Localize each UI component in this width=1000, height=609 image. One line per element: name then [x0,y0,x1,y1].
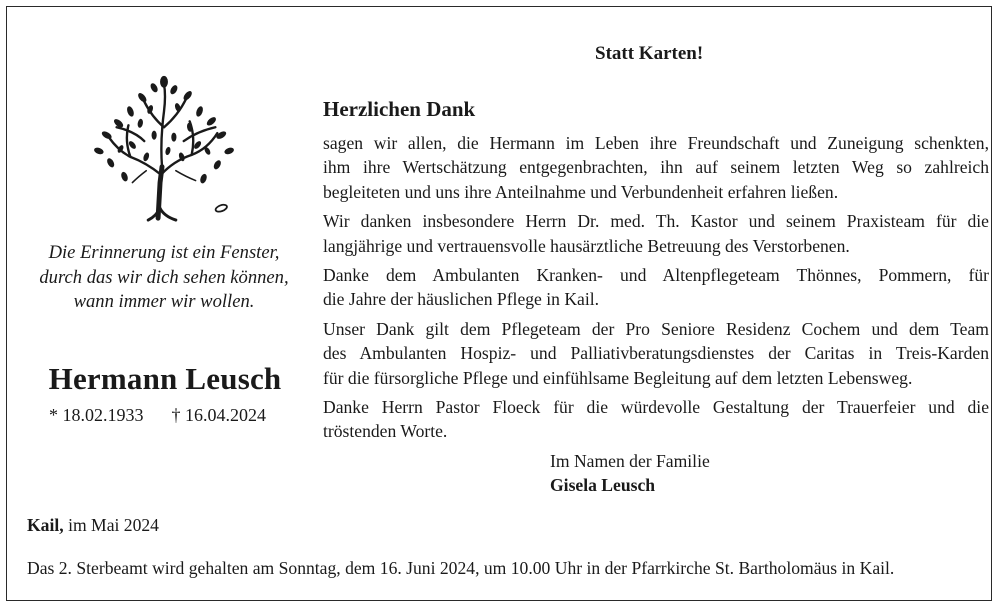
message-heading: Herzlichen Dank [323,97,476,121]
text-line: sagen wir allen, die Hermann im Leben ihre Freundschaft und Zuneigung schenkten, [323,133,989,153]
text-line: für die fürsorgliche Pflege und einfühlsame Begleitung auf dem letzten Lebensweg. [323,367,913,388]
deceased-name: Hermann Leusch [48,361,282,396]
obituary-card [6,6,992,601]
text-line: Danke dem Ambulanten Kranken- und Altenpflegeteam Thönnes, Pommern, für [323,265,989,286]
message-body [323,131,989,449]
place-town: Kail, [27,515,64,535]
stamp-text: Statt Karten! [595,43,704,64]
text-line: Danke Herrn Pastor Floeck für die würdevolle Gestaltung der Trauerfeier und die [323,397,989,418]
message-paragraph [323,317,989,390]
text-line: tröstenden Worte. [323,421,448,442]
message-paragraph [323,395,989,444]
quote-line: durch das wir dich sehen können, [39,266,289,288]
message-paragraph [323,263,989,312]
quote-line: wann immer wir wollen. [73,291,255,312]
place-month: im Mai 2024 [68,515,159,535]
life-dates [49,405,266,426]
message-paragraph [323,209,989,258]
message-paragraph [323,131,989,204]
signoff [550,449,710,498]
signoff-line: Im Namen der Familie [550,451,710,471]
text-line: begleiteten und uns ihre Anteilnahme und Verbundenheit erfahren ließen. [323,181,839,202]
signoff-signature: Gisela Leusch [550,475,656,496]
quote-line: Die Erinnerung ist ein Fenster, [48,242,280,263]
birth-date: * 18.02.1933 [49,405,144,425]
text-line: Wir danken insbesondere Herrn Dr. med. Th. Kastor und seinem Praxisteam für die [323,211,989,232]
text-line: langjährige und vertrauensvolle hausärztliche Betreuung des Verstorbenen. [323,235,850,256]
tree-icon [85,71,243,223]
text-line: Unser Dank gilt dem Pflegeteam der Pro Seniore Residenz Cochem und dem Team [323,318,989,339]
text-line: die Jahre der häuslichen Pflege in Kail. [323,289,600,310]
death-date: † 16.04.2024 [171,405,266,425]
text-line: des Ambulanten Hospiz- und Palliativberatungsdienstes der Caritas in Treis-Karden [323,343,989,364]
memorial-quote [25,241,303,315]
service-notice: Das 2. Sterbeamt wird gehalten am Sonntag, dem 16. Juni 2024, um 10.00 Uhr in der Pfarrkirche St. Bartholomäus in Kail. [27,558,895,578]
text-line: ihm ihre Wertschätzung entgegenbrachten, ihn auf seinem letzten Weg so zahlreich [323,157,989,178]
place-date [27,515,159,536]
